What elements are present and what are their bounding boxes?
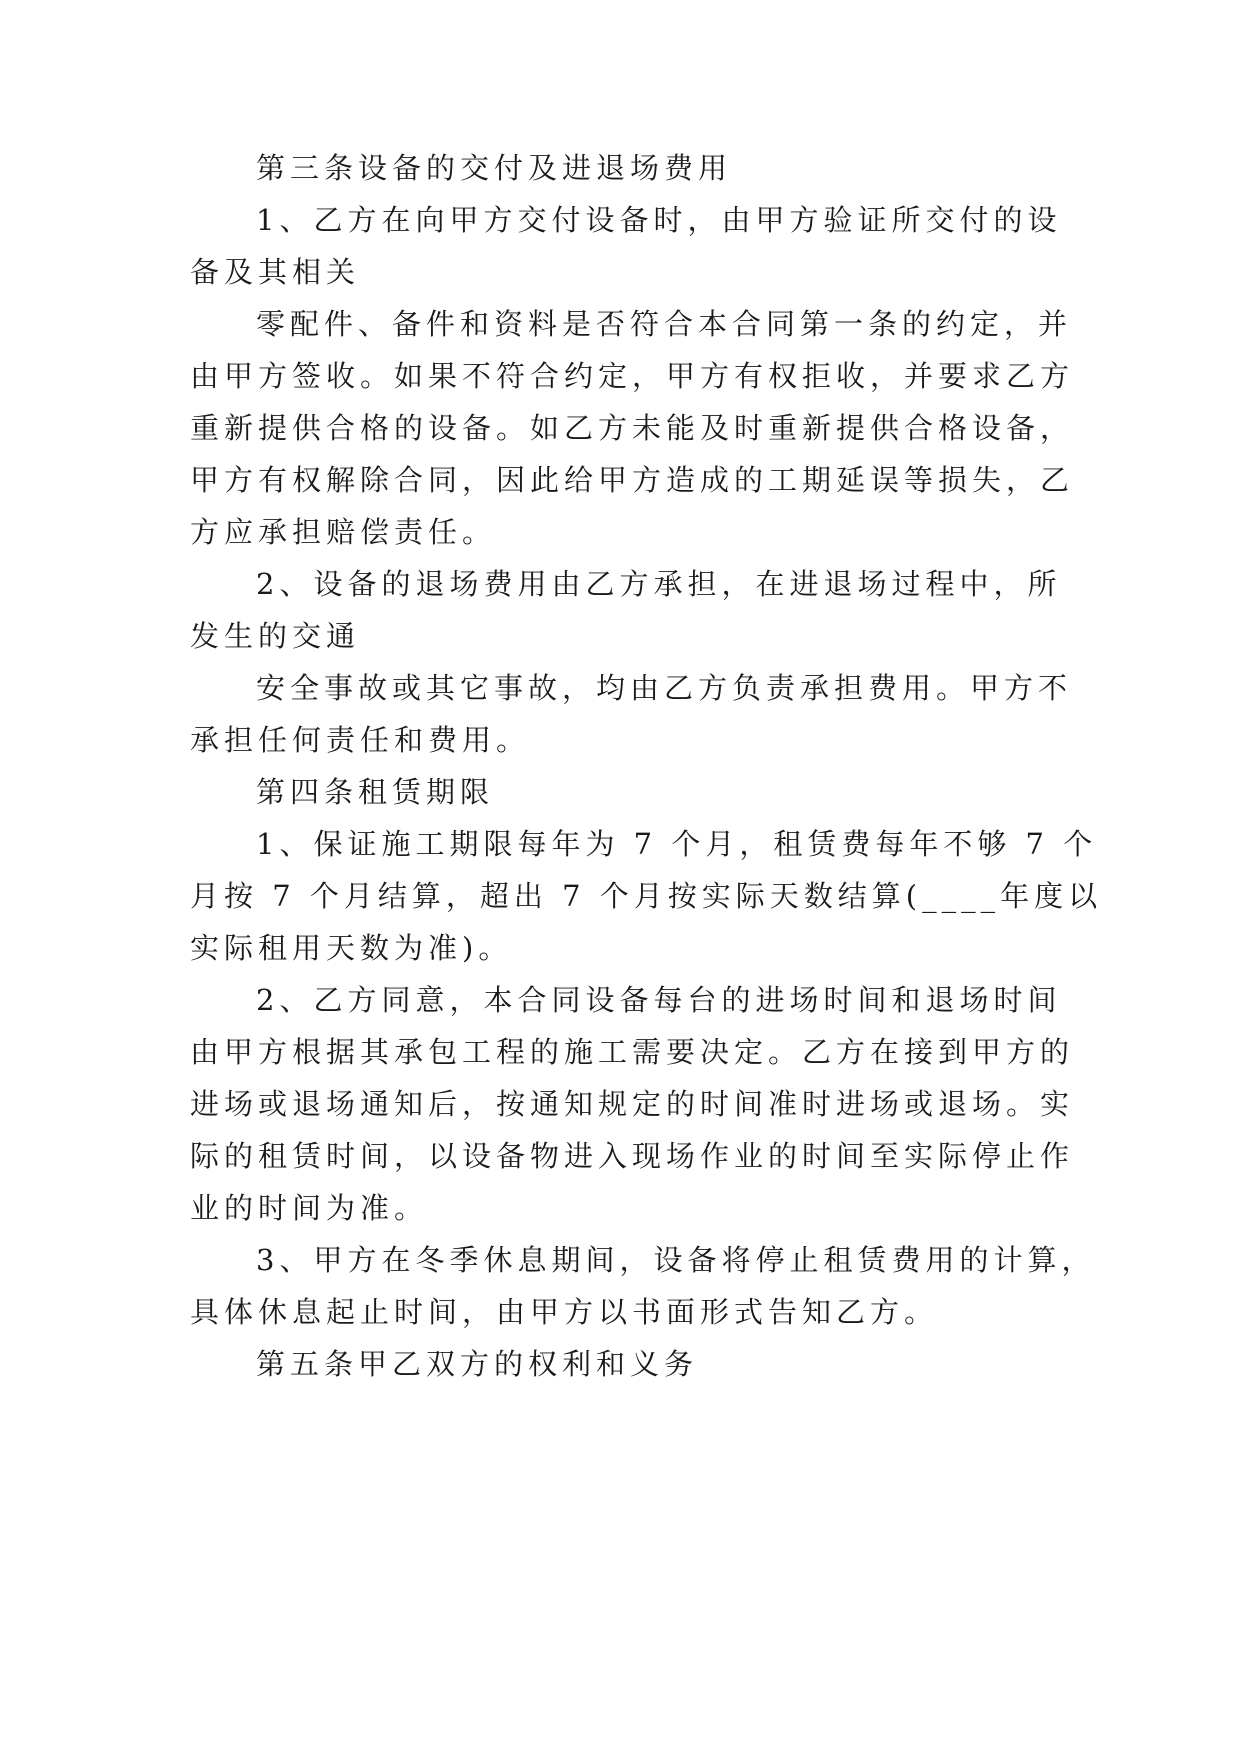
paragraph-line: 承担任何责任和费用。	[190, 723, 531, 757]
paragraph-line: 发生的交通	[190, 619, 361, 653]
paragraph-line: 2、乙方同意，本合同设备每台的进场时间和退场时间	[256, 983, 1062, 1017]
paragraph-line: 际的租赁时间，以设备物进入现场作业的时间至实际停止作	[190, 1139, 1075, 1173]
paragraph-line: 方应承担赔偿责任。	[190, 515, 497, 549]
paragraph-line: 重新提供合格的设备。如乙方未能及时重新提供合格设备，	[190, 411, 1075, 445]
paragraph-line: 甲方有权解除合同，因此给甲方造成的工期延误等损失，乙	[190, 463, 1075, 497]
paragraph-line: 进场或退场通知后，按通知规定的时间准时进场或退场。实	[190, 1087, 1075, 1121]
paragraph-line: 实际租用天数为准)。	[190, 931, 513, 965]
paragraph-line: 由甲方根据其承包工程的施工需要决定。乙方在接到甲方的	[190, 1035, 1075, 1069]
paragraph-line: 零配件、备件和资料是否符合本合同第一条的约定，并	[256, 307, 1073, 341]
paragraph-line: 备及其相关	[190, 255, 361, 289]
paragraph-line: 业的时间为准。	[190, 1191, 429, 1225]
paragraph-line: 具体休息起止时间，由甲方以书面形式告知乙方。	[190, 1295, 939, 1329]
paragraph-line: 由甲方签收。如果不符合约定，甲方有权拒收，并要求乙方	[190, 359, 1075, 393]
paragraph-line: 1、乙方在向甲方交付设备时，由甲方验证所交付的设	[256, 203, 1062, 237]
paragraph-line: 2、设备的退场费用由乙方承担，在进退场过程中，所	[256, 567, 1062, 601]
article-4-heading: 第四条租赁期限	[256, 775, 495, 809]
article-3-heading: 第三条设备的交付及进退场费用	[256, 151, 733, 185]
paragraph-line: 月按 7 个月结算，超出 7 个月按实际天数结算(____年度以	[190, 879, 1103, 913]
paragraph-line: 安全事故或其它事故，均由乙方负责承担费用。甲方不	[256, 671, 1073, 705]
article-5-heading: 第五条甲乙双方的权利和义务	[256, 1347, 699, 1381]
paragraph-line: 1、保证施工期限每年为 7 个月，租赁费每年不够 7 个	[256, 827, 1098, 861]
paragraph-line: 3、甲方在冬季休息期间，设备将停止租赁费用的计算，	[256, 1243, 1096, 1277]
